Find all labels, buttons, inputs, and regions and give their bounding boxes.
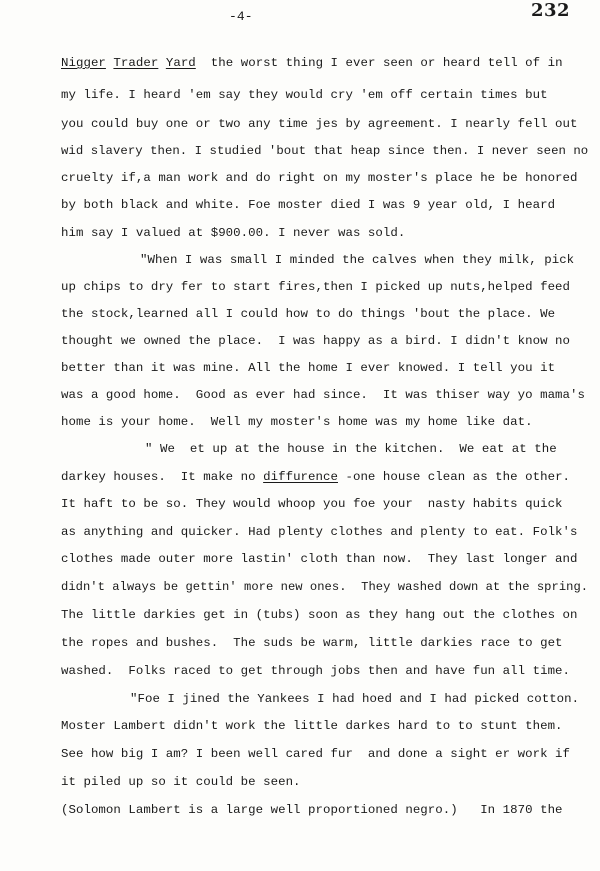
text-line: it piled up so it could be seen. xyxy=(61,775,301,789)
text-line: home is your home. Well my moster's home was my home like dat. xyxy=(61,415,533,429)
text-line: better than it was mine. All the home I ever knowed. I tell you it xyxy=(61,361,556,375)
text-line: my life. I heard 'em say they would cry 'em off certain times but xyxy=(61,88,548,102)
text-line: See how big I am? I been well cared fur and done a sight er work if xyxy=(61,747,571,761)
underlined-word: diffurence xyxy=(263,470,338,484)
text-line: wid slavery then. I studied 'bout that heap since then. I never seen no xyxy=(61,144,589,158)
text-line: you could buy one or two any time jes by agreement. I nearly fell out xyxy=(61,117,578,131)
text-line: by both black and white. Foe moster died I was 9 year old, I heard xyxy=(61,198,556,212)
paragraph-start: "When I was small I minded the calves when they milk, pick xyxy=(140,253,575,267)
text-line: cruelty if,a man work and do right on my moster's place he be honored xyxy=(61,171,578,185)
text-line: didn't always be gettin' more new ones. They washed down at the spring. xyxy=(61,580,589,594)
page-marker: -4- xyxy=(229,9,253,24)
text-span: the worst thing I ever seen or heard tell of in xyxy=(210,56,563,70)
text-line: The little darkies get in (tubs) soon as they hang out the clothes on xyxy=(61,608,578,622)
text-line: clothes made outer more lastin' cloth than now. They last longer and xyxy=(61,552,578,566)
text-line: Moster Lambert didn't work the little darkes hard to to stunt them. xyxy=(61,719,563,733)
text-span: -one house clean as the other. xyxy=(337,470,571,484)
text-line: as anything and quicker. Had plenty clothes and plenty to eat. Folk's xyxy=(61,525,578,539)
text-line: him say I valued at $900.00. I never was sold. xyxy=(61,226,406,240)
text-line: It haft to be so. They would whoop you foe your nasty habits quick xyxy=(61,497,563,511)
text-line: the ropes and bushes. The suds be warm, little darkies race to get xyxy=(61,636,563,650)
paragraph-start: "Foe I jined the Yankees I had hoed and I had picked cotton. xyxy=(130,692,580,706)
text-line xyxy=(61,470,570,484)
underlined-word: Yard xyxy=(165,56,196,70)
text-line-1 xyxy=(61,56,563,70)
text-line: (Solomon Lambert is a large well proportioned negro.) In 1870 the xyxy=(61,803,563,817)
underlined-word: Trader xyxy=(113,56,159,70)
text-span: darkey houses. It make no xyxy=(61,470,264,484)
text-line: washed. Folks raced to get through jobs then and have fun all time. xyxy=(61,664,571,678)
paragraph-start: " We et up at the house in the kitchen. We eat at the xyxy=(145,442,557,456)
text-line: the stock,learned all I could how to do things 'bout the place. We xyxy=(61,307,556,321)
underlined-word: Nigger xyxy=(61,56,106,70)
text-line: thought we owned the place. I was happy as a bird. I didn't know no xyxy=(61,334,571,348)
text-line: up chips to dry fer to start fires,then I picked up nuts,helped feed xyxy=(61,280,571,294)
archive-page-number: 232 xyxy=(531,0,571,21)
text-line: was a good home. Good as ever had since. It was thiser way yo mama's xyxy=(61,388,585,402)
